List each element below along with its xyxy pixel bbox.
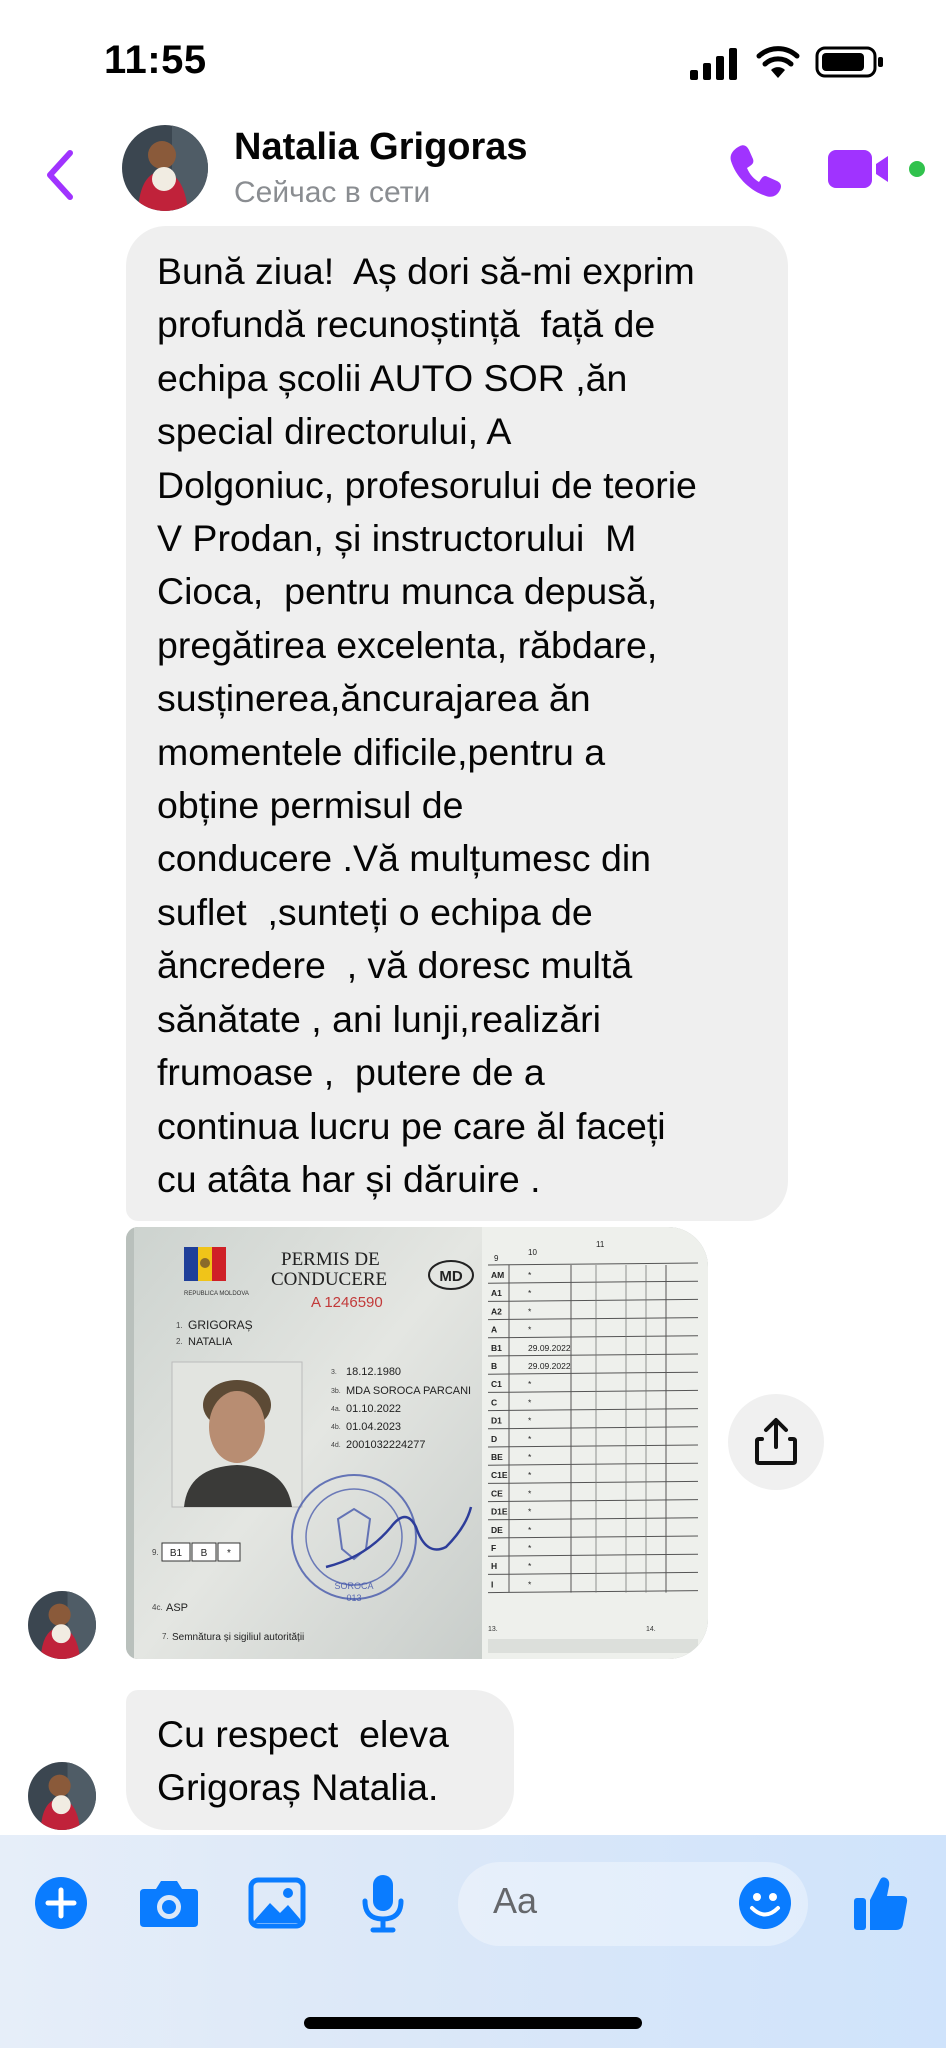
license-footer-14: 14. — [646, 1626, 656, 1633]
emoji-icon — [737, 1875, 793, 1931]
license-issue-date: 01.10.2022 — [346, 1403, 402, 1415]
audio-call-button[interactable] — [726, 140, 786, 200]
license-field-2-label: 2. — [176, 1337, 183, 1346]
table-category: D — [491, 1433, 498, 1444]
table-category: C1 — [491, 1379, 502, 1390]
table-category-date: * — [528, 1452, 532, 1462]
message-input-placeholder: Aa — [493, 1880, 538, 1921]
license-country: REPUBLICA MOLDOVA — [184, 1291, 249, 1297]
table-category-date: * — [528, 1433, 532, 1444]
table-category: C — [491, 1397, 498, 1408]
table-category: BE — [491, 1452, 503, 1462]
contact-status: Сейчас в сети — [234, 176, 431, 209]
wifi-icon — [756, 44, 800, 80]
video-camera-icon — [826, 144, 898, 194]
more-actions-button[interactable] — [28, 1870, 94, 1936]
table-category: I — [491, 1579, 494, 1590]
license-authority: ASP — [166, 1602, 189, 1614]
contact-name: Natalia Grigoras — [234, 126, 528, 168]
sender-avatar[interactable] — [28, 1762, 96, 1830]
license-birth-place: MDA SOROCA PARCANI — [346, 1385, 472, 1397]
license-number: A 1246590 — [311, 1294, 383, 1311]
video-call-button[interactable] — [826, 144, 898, 194]
table-category: A1 — [491, 1288, 502, 1299]
table-category-date: * — [528, 1415, 532, 1426]
voice-message-button[interactable] — [350, 1870, 416, 1936]
table-category-date: * — [528, 1579, 532, 1590]
emoji-button[interactable] — [732, 1870, 798, 1936]
contact-avatar[interactable] — [122, 125, 208, 211]
status-bar — [0, 0, 946, 120]
svg-text:*: * — [227, 1548, 231, 1559]
table-category: A2 — [491, 1306, 502, 1317]
like-button[interactable] — [848, 1870, 914, 1936]
avatar-photo-icon — [28, 1762, 96, 1830]
table-header-11: 11 — [596, 1240, 605, 1249]
license-field-1-label: 1. — [176, 1321, 183, 1330]
avatar-photo-icon — [28, 1591, 96, 1659]
license-field-4c-label: 4c. — [152, 1603, 163, 1612]
table-category-date: * — [528, 1288, 532, 1299]
table-category-date: * — [528, 1379, 532, 1390]
table-header-9: 9 — [494, 1254, 499, 1263]
table-category: A — [491, 1324, 498, 1335]
license-field-9-label: 9. — [152, 1548, 159, 1557]
camera-icon — [138, 1877, 200, 1929]
battery-icon — [815, 44, 885, 80]
chat-header — [0, 120, 946, 230]
camera-button[interactable] — [136, 1870, 202, 1936]
table-category: D1 — [491, 1415, 502, 1426]
license-expiry-date: 01.04.2023 — [346, 1421, 402, 1433]
license-title-2: CONDUCERE — [271, 1269, 388, 1290]
plus-icon — [33, 1875, 89, 1931]
category-boxes — [162, 1543, 240, 1561]
license-title-1: PERMIS DE — [281, 1249, 380, 1270]
license-field-4d-label: 4d. — [331, 1442, 341, 1449]
table-category-date: 29.09.2022 — [528, 1342, 571, 1353]
license-birth-date: 18.12.1980 — [346, 1366, 402, 1378]
table-category: C1E — [491, 1470, 508, 1481]
table-category: H — [491, 1561, 498, 1572]
license-idnp: 2001032224277 — [346, 1439, 426, 1451]
table-category: AM — [491, 1270, 505, 1280]
table-category: B — [491, 1361, 498, 1371]
table-category-date: * — [528, 1397, 532, 1408]
license-field-3-label: 3. — [331, 1369, 337, 1376]
share-icon — [754, 1417, 798, 1467]
phone-icon — [726, 140, 786, 200]
license-field-4a-label: 4a. — [331, 1406, 341, 1413]
license-footer-13: 13. — [488, 1626, 498, 1633]
image-attachment[interactable] — [126, 1227, 708, 1659]
table-category: CE — [491, 1488, 503, 1499]
license-field-4b-label: 4b. — [331, 1424, 341, 1431]
chevron-left-icon — [45, 149, 75, 201]
thumbs-up-icon — [852, 1874, 910, 1932]
table-category-date: * — [528, 1506, 532, 1517]
share-button[interactable] — [728, 1394, 824, 1490]
message-text: Cu respect eleva Grigoraș Natalia. — [157, 1713, 449, 1809]
table-header-10: 10 — [528, 1248, 537, 1257]
active-status-dot — [906, 158, 928, 180]
avatar-photo-icon — [122, 125, 208, 211]
message-text: Bună ziua! Aș dori să-mi exprim profundă recunoștință față de echipa școlii AUTO SOR ,ăn special directorului, A Dolgoniuc, profesorului de teorie V Prodan, și instructorului M Cioca, pentru munca depusă, pregătirea excelenta, răbdare, susținerea,ăncurajarea ăn momentele dificile,pentru a obține permisul de conducere .Vă mulțumesc din suflet ,sunteți o echipa de ăncredere , vă doresc multă sănătate , ani lunji,realizări frumoase , putere de a continua lucru pe care ăl faceți cu atâta har și dăruire . — [157, 250, 697, 1200]
table-category-date: * — [528, 1270, 532, 1280]
table-category-date: * — [528, 1324, 532, 1335]
gallery-icon — [248, 1877, 306, 1929]
back-button[interactable] — [40, 140, 80, 210]
svg-text:B1: B1 — [169, 1548, 183, 1559]
table-category: D1E — [491, 1506, 508, 1517]
table-category: B1 — [491, 1342, 502, 1353]
cellular-signal-icon — [690, 48, 738, 80]
license-field-7-label: 7. — [162, 1632, 169, 1641]
table-category-date: * — [528, 1470, 532, 1481]
license-signature-label: Semnătura și sigiliul autorității — [172, 1632, 305, 1643]
license-country-code: MD — [439, 1268, 463, 1285]
sender-avatar[interactable] — [28, 1591, 96, 1659]
license-surname: GRIGORAȘ — [188, 1318, 253, 1332]
table-category-date: * — [528, 1306, 532, 1317]
gallery-button[interactable] — [244, 1870, 310, 1936]
table-category-date: * — [528, 1524, 532, 1535]
table-category-date: * — [528, 1488, 532, 1499]
status-time: 11:55 — [104, 38, 207, 82]
driving-license-photo — [126, 1227, 708, 1659]
table-category-date: * — [528, 1561, 532, 1572]
stamp-text: SOROCA — [334, 1581, 374, 1591]
table-category-date: 29.09.2022 — [528, 1361, 571, 1371]
home-indicator — [304, 2017, 642, 2029]
table-category-date: * — [528, 1543, 532, 1553]
license-given-name: NATALIA — [188, 1336, 233, 1348]
table-category: DE — [491, 1524, 503, 1535]
stamp-number: 013 — [346, 1593, 362, 1603]
license-field-3b-label: 3b. — [331, 1388, 341, 1395]
microphone-icon — [361, 1873, 405, 1933]
svg-text:B: B — [200, 1548, 208, 1559]
table-category: F — [491, 1543, 497, 1553]
